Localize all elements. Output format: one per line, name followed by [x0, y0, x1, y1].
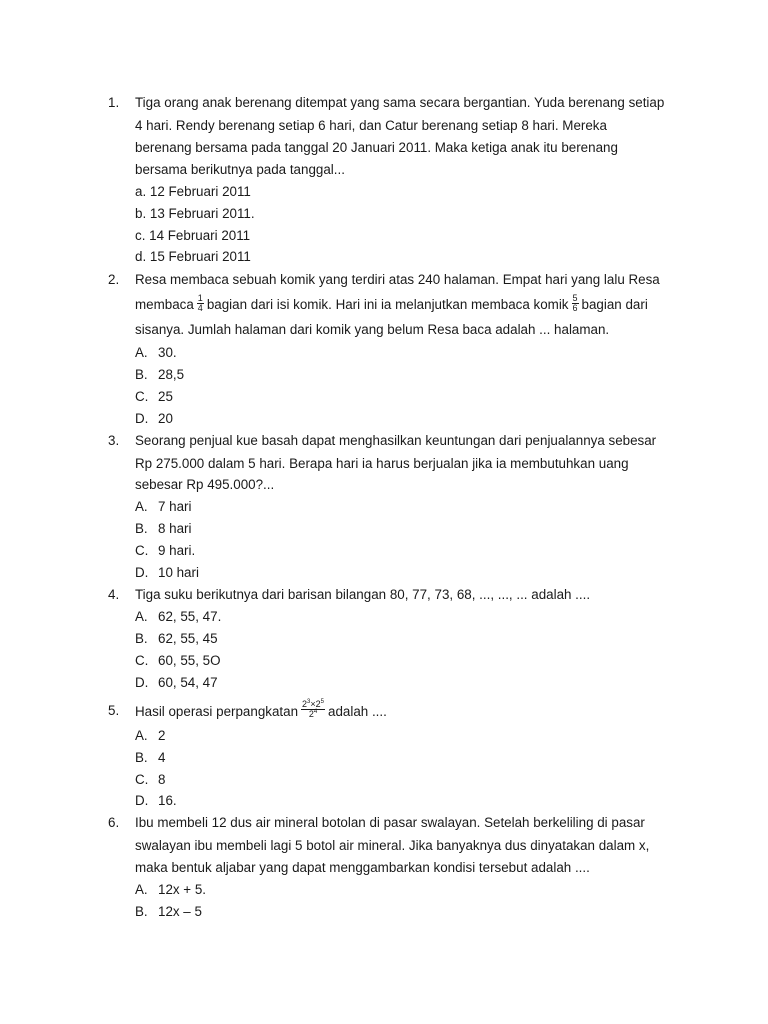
option-text: 8 hari	[158, 521, 192, 536]
text-segment: membaca	[135, 297, 194, 313]
text-segment: bagian dari	[581, 297, 648, 313]
option-text: 12x – 5	[158, 904, 202, 919]
option-letter: A.	[135, 499, 148, 514]
fraction-one-quarter	[197, 294, 204, 313]
option-letter: D.	[135, 411, 149, 426]
fraction-denominator: 4	[197, 303, 203, 313]
option-text: 4	[158, 750, 166, 765]
question-number: 1.	[108, 95, 120, 110]
text-segment: bagian dari isi komik. Hari ini ia melanjutkan membaca komik	[206, 297, 569, 313]
option-text: 60, 55, 5O	[158, 653, 221, 668]
option-text: 10 hari	[158, 565, 199, 580]
option-text: 62, 55, 45	[158, 631, 218, 646]
option-text: 2	[158, 728, 166, 743]
option-text: 62, 55, 47.	[158, 609, 222, 624]
fraction-numerator: 5	[572, 293, 578, 303]
option-text: 20	[158, 411, 173, 426]
question-text-line: sisanya. Jumlah halaman dari komik yang belum Resa baca adalah ... halaman.	[135, 322, 610, 337]
exponent: 3	[307, 699, 311, 705]
times-sign: ×	[310, 699, 316, 709]
question-number: 2.	[108, 272, 120, 287]
option-letter: A.	[135, 728, 148, 743]
exponent: 4	[313, 709, 318, 715]
question-text-line: 4 hari. Rendy berenang setiap 6 hari, dan Catur berenang setiap 8 hari. Mereka	[135, 118, 607, 133]
option-letter: A.	[135, 609, 148, 624]
option-text: 12x + 5.	[158, 882, 207, 897]
option-letter: B.	[135, 367, 148, 382]
question-text-line: Tiga suku berikutnya dari barisan bilangan 80, 77, 73, 68, ..., ..., ... adalah ....	[135, 587, 591, 602]
base: 2	[308, 709, 314, 719]
option-text: 16.	[158, 793, 177, 808]
fraction-numerator: 1	[197, 293, 203, 303]
question-text-line: Rp 275.000 dalam 5 hari. Berapa hari ia harus berjualan jika ia membutuhkan uang	[135, 456, 629, 471]
option-text: 28,5	[158, 367, 185, 382]
answer-option: a. 12 Februari 2011	[135, 184, 251, 199]
option-letter: D.	[135, 565, 149, 580]
fraction-denominator	[301, 710, 325, 719]
option-letter: B.	[135, 521, 148, 536]
answer-option: d. 15 Februari 2011	[135, 249, 251, 264]
option-text: 60, 54, 47	[158, 675, 218, 690]
text-segment: adalah ....	[328, 704, 387, 720]
question-text-line: berenang bersama pada tanggal 20 Januari 2011. Maka ketiga anak itu berenang	[135, 140, 618, 155]
option-letter: C.	[135, 543, 149, 558]
option-letter: C.	[135, 389, 149, 404]
exponent-fraction	[301, 700, 325, 719]
option-letter: A.	[135, 882, 148, 897]
option-letter: D.	[135, 793, 149, 808]
question-number: 5.	[108, 703, 120, 718]
fraction-denominator: 6	[572, 303, 578, 313]
option-letter: B.	[135, 750, 148, 765]
fraction-five-sixths	[572, 294, 579, 313]
question-text-line: swalayan ibu membeli lagi 5 botol air mineral. Jika banyaknya dus dinyatakan dalam x,	[135, 838, 650, 853]
option-letter: C.	[135, 653, 149, 668]
text-segment: Hasil operasi perpangkatan	[135, 704, 299, 720]
answer-option: b. 13 Februari 2011.	[135, 206, 255, 221]
option-letter: D.	[135, 675, 149, 690]
question-text-line: Tiga orang anak berenang ditempat yang sama secara bergantian. Yuda berenang setiap	[135, 95, 665, 110]
option-text: 8	[158, 772, 166, 787]
answer-option: c. 14 Februari 2011	[135, 228, 251, 243]
question-text-line: Ibu membeli 12 dus air mineral botolan di pasar swalayan. Setelah berkeliling di pasar	[135, 815, 645, 830]
question-text-line	[135, 293, 648, 315]
question-number: 6.	[108, 815, 120, 830]
option-text: 30.	[158, 345, 177, 360]
base: 2	[315, 699, 321, 709]
question-text-line	[135, 699, 387, 722]
question-number: 4.	[108, 587, 120, 602]
base: 2	[302, 699, 308, 709]
question-text-line: sebesar Rp 495.000?...	[135, 477, 275, 492]
option-letter: A.	[135, 345, 148, 360]
question-text-line: Seorang penjual kue basah dapat menghasilkan keuntungan dari penjualannya sebesar	[135, 433, 657, 448]
question-text-line: Resa membaca sebuah komik yang terdiri atas 240 halaman. Empat hari yang lalu Resa	[135, 272, 660, 287]
option-text: 7 hari	[158, 499, 192, 514]
exponent: 5	[320, 699, 325, 705]
question-number: 3.	[108, 433, 120, 448]
option-letter: B.	[135, 631, 148, 646]
option-text: 25	[158, 389, 173, 404]
option-text: 9 hari.	[158, 543, 196, 558]
question-text-line: bersama berikutnya pada tanggal...	[135, 162, 345, 177]
option-letter: C.	[135, 772, 149, 787]
question-text-line: maka bentuk aljabar yang dapat menggambarkan kondisi tersebut adalah ....	[135, 860, 590, 875]
option-letter: B.	[135, 904, 148, 919]
